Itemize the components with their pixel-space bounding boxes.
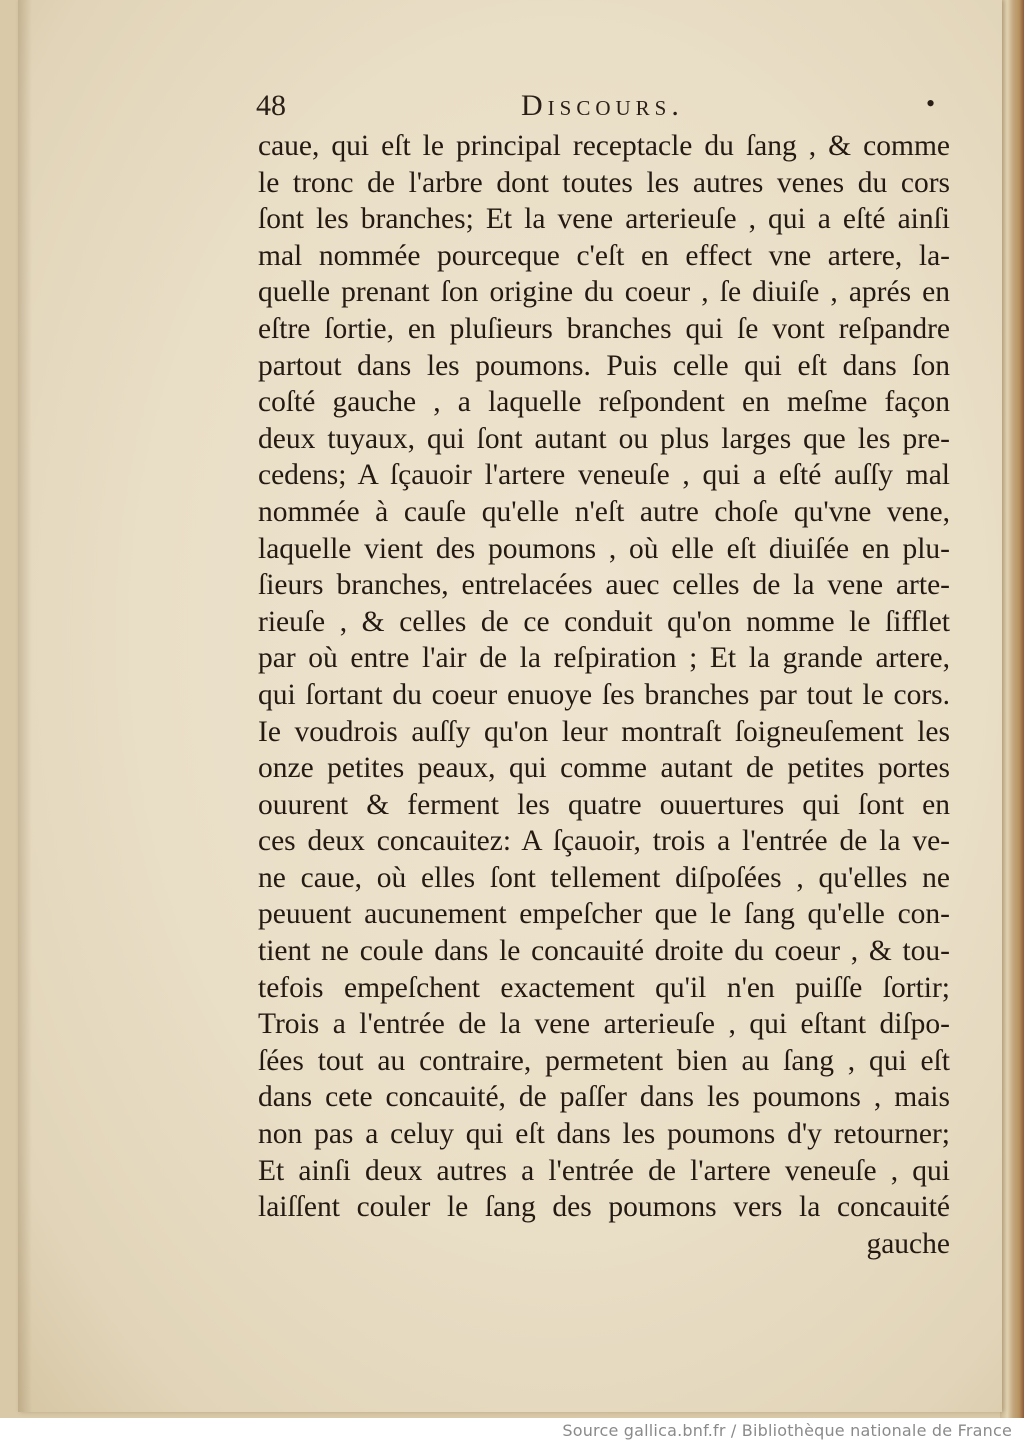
text-line: partout dans les poumons. Puis celle qui eſt dans ſon (258, 349, 950, 382)
source-credit: Source gallica.bnf.fr / Bibliothèque nationale de France (562, 1421, 1012, 1440)
catchword: gauche (866, 1227, 950, 1260)
text-line: Ie voudrois auſſy qu'on leur montraſt ſoigneuſement les (258, 715, 950, 748)
text-line: le tronc de l'arbre dont toutes les autres venes du cors (258, 166, 950, 199)
page-edge (1000, 0, 1024, 1418)
text-line: ces deux concauitez: A ſçauoir, trois a l'entrée de la ve- (258, 825, 950, 858)
text-line: Trois a l'entrée de la vene arterieuſe , qui eſtant diſpo- (258, 1008, 950, 1041)
text-line: ſont les branches; Et la vene arterieuſe , qui a eſté ainſi (258, 203, 950, 236)
text-line: quelle prenant ſon origine du coeur , ſe diuiſe , aprés en (258, 276, 950, 309)
text-line: eſtre ſortie, en pluſieurs branches qui ſe vont reſpandre (258, 312, 950, 345)
text-line: ſieurs branches, entrelacées auec celles de la vene arte- (258, 569, 950, 602)
text-line: dans cete concauité, de paſſer dans les poumons , mais (258, 1081, 950, 1114)
footer-bar (0, 1418, 1024, 1447)
running-title: Discours. (521, 89, 684, 122)
text-line: nommée à cauſe qu'elle n'eſt autre choſe qu'vne vene, (258, 495, 950, 528)
text-line: qui ſortant du coeur enuoye ſes branches par tout le cors. (258, 678, 950, 711)
text-line: Et ainſi deux autres a l'entrée de l'artere veneuſe , qui (258, 1154, 950, 1187)
text-line: deux tuyaux, qui ſont autant ou plus larges que les pre- (258, 422, 950, 455)
text-line: ne caue, où elles ſont tellement diſpoſées , qu'elles ne (258, 861, 950, 894)
text-line: laquelle vient des poumons , où elle eſt diuiſée en plu- (258, 532, 950, 565)
text-line: peuuent aucunement empeſcher que le ſang qu'elle con- (258, 898, 950, 931)
text-line: ouurent & ferment les quatre ouuertures qui ſont en (258, 788, 950, 821)
text-line: par où entre l'air de la reſpiration ; Et la grande artere, (258, 642, 950, 675)
text-line: tefois empeſchent exactement qu'il n'en puiſſe ſortir; (258, 971, 950, 1004)
text-line: ſées tout au contraire, permetent bien au ſang , qui eſt (258, 1044, 950, 1077)
page-number: 48 (256, 89, 286, 122)
header-ornament: • (926, 89, 936, 118)
text-line: tient ne coule dans le concauité droite du coeur , & tou- (258, 935, 950, 968)
text-line: laiſſent couler le ſang des poumons vers la concauité (258, 1191, 950, 1224)
body-text (258, 128, 950, 1262)
text-line: onze petites peaux, qui comme autant de petites portes (258, 752, 950, 785)
text-line: coſté gauche , a laquelle reſpondent en meſme façon (258, 386, 950, 419)
text-line: mal nommée pourceque c'eſt en effect vne artere, la- (258, 239, 950, 272)
text-line: caue, qui eſt le principal receptacle du ſang , & comme (258, 130, 950, 162)
text-line: rieuſe , & celles de ce conduit qu'on nomme le ſifflet (258, 605, 950, 638)
page-header (236, 86, 956, 130)
text-line: cedens; A ſçauoir l'artere veneuſe , qui a eſté auſſy mal (258, 459, 950, 492)
text-line: non pas a celuy qui eſt dans les poumons d'y retourner; (258, 1118, 950, 1151)
